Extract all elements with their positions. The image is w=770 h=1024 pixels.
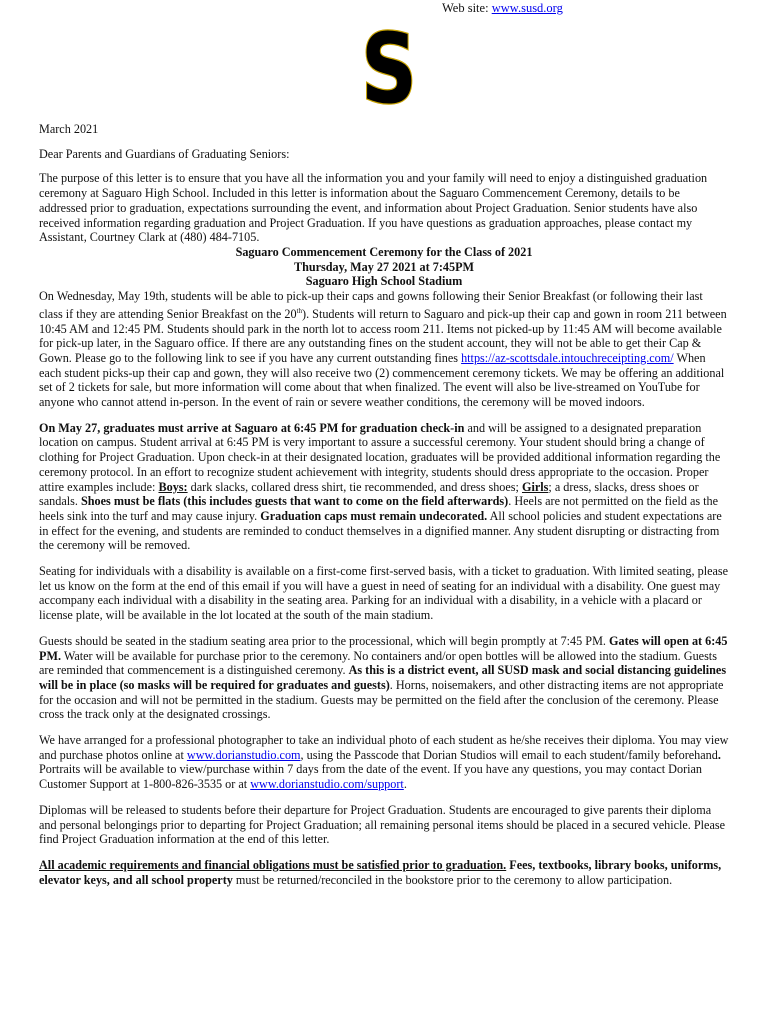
photo-text-b: , using the Passcode that Dorian Studios will email to each student/family beforehand <box>300 747 718 762</box>
academic-underlined: All academic requirements and financial obligations must be satisfied prior to graduation. <box>39 858 507 872</box>
letter-date: March 2021 <box>39 122 99 136</box>
event-title: Saguaro Commencement Ceremony for the Class of 2021 <box>235 244 533 259</box>
guests-text-b: Water will be available for purchase prior to the ceremony. No containers and/or open bottles will be allowed into the stadium. Guests are reminded that commencement is a distinguished ceremony. <box>39 648 717 678</box>
girls-label: Girls <box>521 479 549 494</box>
dorian-support-link[interactable]: www.dorianstudio.com/support <box>250 777 404 792</box>
shoes-bold: Shoes must be flats (this includes guests that want to come on the field afterwards) <box>80 494 509 509</box>
guests-paragraph <box>39 634 729 722</box>
photo-text-a: We have arranged for a professional photographer to take an individual photo of each student as he/she receives their diploma. You may view and purchase photos online at <box>39 733 729 762</box>
pickup-text-c: When each student picks-up their cap and gown, they will also receive two (2) commencement ceremony tickets. We may be offering an additional set of 2 tickets for sale, but more information will come about that when finalized. The event will also be live-streamed on YouTube for anyone who cannot attend in-person. In the event of rain or severe weather conditions, the ceremony will be moved indoors. <box>39 350 725 410</box>
website-line <box>442 0 563 16</box>
gates-bold: Gates will open at 6:45 PM. <box>39 633 728 663</box>
disability-paragraph: Seating for individuals with a disability is available on a first-come first-served basis, with a ticket to graduation. With limited seating, please let us know on the form at the end of this email if you will have a guest in need of seating for an individual with a disability. One guest may accompany each individual with a disability in the seating area. Parking for an individual with a disability, in a vehicle with a placard or license plate, will be available in the lot located at the south of the main stadium. <box>39 564 729 623</box>
guests-text-a: Guests should be seated in the stadium seating area prior to the processional, which will begin promptly at 7:45 PM. <box>39 633 609 648</box>
arrival-bold: On May 27, graduates must arrive at Saguaro at 6:45 PM for graduation check-in <box>39 420 465 435</box>
diplomas-paragraph: Diplomas will be released to students before their departure for Project Graduation. Students are encouraged to give parents their diploma and personal belongings prior to departing for Project Graduation; all remaining personal items should be placed in a secured vehicle. Please find Project Graduation information at the end of this letter. <box>39 802 726 847</box>
website-link[interactable]: www.susd.org <box>491 1 563 15</box>
girls-text: ; a dress, slacks, dress shoes or sandals. <box>39 479 699 509</box>
website-label: Web site: <box>442 1 492 15</box>
boys-label: Boys: <box>158 479 188 494</box>
academic-bold: Fees, textbooks, library books, uniforms, elevator keys, and all school property <box>39 858 722 887</box>
photo-text-d: . <box>403 777 407 792</box>
mask-bold: As this is a district event, all SUSD mask and social distancing guidelines will be in place (so masks will be required for graduates and guests) <box>39 663 727 692</box>
boys-text: dark slacks, collared dress shirt, tie recommended, and dress shoes; <box>187 479 522 494</box>
intro-paragraph: The purpose of this letter is to ensure that you have all the information you and your family will need to enjoy a distinguished graduation ceremony at Saguaro High School. Included in this letter is information about the Saguaro Commencement Ceremony, details to be addressed prior to graduation, expectations surrounding the event, and information about Project Graduation. Senior students have also received information regarding graduation and Project Graduation. If you have questions as graduation approaches, please contact my Assistant, Courtney Clark at (480) 484-7105. <box>39 171 708 245</box>
arrival-paragraph <box>39 421 729 553</box>
guests-text-c: . Horns, noisemakers, and other distracting items are not appropriate for the occasion and will not be permitted in the stadium. Guests may be permitted on the field after the conclusion of the ceremony. Please cross the track only at the designated crossings. <box>39 677 724 722</box>
pickup-text-a: On Wednesday, May 19th, students will be able to pick-up their caps and gowns following their Senior Breakfast (or following their last class if they are attending Senior Breakfast on the 20 <box>39 289 703 321</box>
salutation: Dear Parents and Guardians of Graduating Seniors: <box>39 146 290 161</box>
photo-text-c: Portraits will be available to view/purchase within 7 days from the date of the event. If you have any questions, you may contact Dorian Customer Support at 1-800-826-3535 or at <box>39 762 703 792</box>
logo-letter: S <box>361 13 417 125</box>
arrival-text-b: . Heels are not permitted on the field as the heels sink into the turf and may cause injury. <box>39 494 719 523</box>
pickup-paragraph <box>39 289 729 410</box>
fines-link[interactable]: https://az-scottsdale.intouchreceipting.com/ <box>461 350 674 365</box>
arrival-text-a: and will be assigned to a designated preparation location on campus. Student arrival at 6:45 PM is very important to assure a successful ceremony. Your student should bring a change of clothing for Project Graduation. Upon check-in at their designated location, graduates will be provided additional information regarding the ceremony protocol. In an effort to recognize student achievement with integrity, students should dress appropriate to the occasion. Proper attire examples include: <box>39 420 721 494</box>
letter-body <box>39 122 729 887</box>
photo-paragraph <box>39 733 729 792</box>
caps-bold: Graduation caps must remain undecorated. <box>260 508 488 523</box>
school-s-logo <box>360 13 418 125</box>
pickup-text-b: ). Students will return to Saguaro and pick-up their cap and gown in room 211 between 10:45 AM and 12:45 PM. Students should park in the north lot to access room 211. Items not picked-up by 11:45 AM will become available for pick-up later, in the Saguaro office. If there are any outstanding fines on the student account, they will not be able to get their Cap & Gown. Please go to the following link to see if you have any current outstanding fines <box>39 306 727 365</box>
academic-paragraph <box>39 858 729 887</box>
academic-text: must be returned/reconciled in the bookstore prior to the ceremony to allow participation. <box>232 872 673 887</box>
event-location: Saguaro High School Stadium <box>305 274 463 289</box>
arrival-text-c: All school policies and student expectations are in effect for the evening, and students are reminded to conduct themselves in a dignified manner. Any student disrupting or distracting from the ceremony will be removed. <box>39 508 722 553</box>
dorian-link[interactable]: www.dorianstudio.com <box>186 747 301 762</box>
photo-period: . <box>717 747 721 762</box>
pickup-sup: th <box>296 306 303 315</box>
event-date: Thursday, May 27 2021 at 7:45PM <box>293 259 475 274</box>
